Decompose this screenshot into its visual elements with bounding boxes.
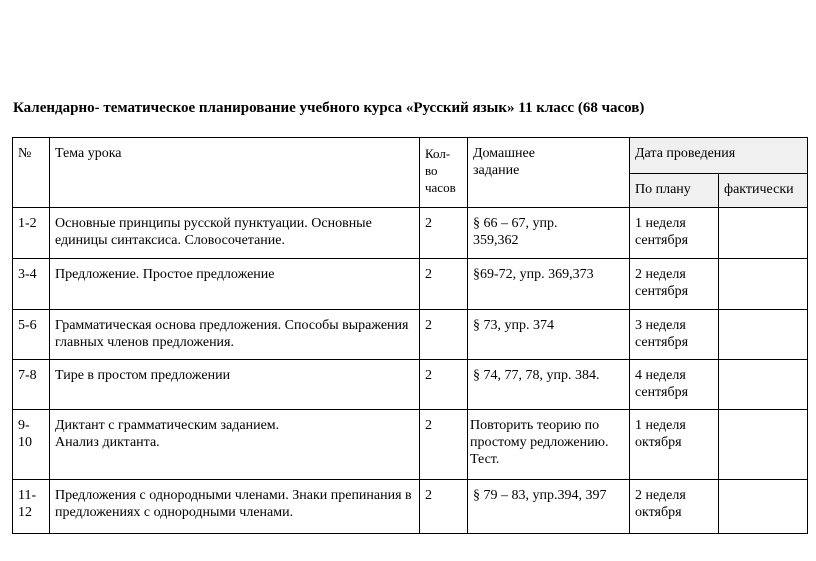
row-num: 7-8 [13, 360, 50, 410]
row-num: 3-4 [13, 259, 50, 310]
row-actual-date [719, 480, 808, 534]
row-topic: Тире в простом предложении [50, 360, 420, 410]
row-homework: § 66 – 67, упр. 359,362 [468, 208, 630, 259]
row-homework: § 79 – 83, упр.394, 397 [468, 480, 630, 534]
table-row [13, 360, 808, 410]
table-row [13, 208, 808, 259]
row-actual-date [719, 208, 808, 259]
row-plan-date: 2 неделя сентября [630, 259, 719, 310]
header-homework: Домашнее задание [468, 138, 630, 208]
row-hours: 2 [420, 259, 468, 310]
row-topic: Предложения с однородными членами. Знаки препинания в предложениях с однородными членами. [50, 480, 420, 534]
row-homework: Повторить теорию по простому редложению. Тест. [468, 410, 630, 480]
table-row [13, 480, 808, 534]
header-plan: По плану [630, 174, 719, 208]
row-hours: 2 [420, 480, 468, 534]
row-actual-date [719, 310, 808, 360]
row-topic: Основные принципы русской пунктуации. Основные единицы синтаксиса. Словосочетание. [50, 208, 420, 259]
row-hours: 2 [420, 310, 468, 360]
row-actual-date [719, 259, 808, 310]
row-topic: Грамматическая основа предложения. Способы выражения главных членов предложения. [50, 310, 420, 360]
header-date: Дата проведения [630, 138, 808, 174]
row-hours: 2 [420, 360, 468, 410]
row-actual-date [719, 360, 808, 410]
header-actual: фактически [719, 174, 808, 208]
row-topic: Предложение. Простое предложение [50, 259, 420, 310]
row-num: 5-6 [13, 310, 50, 360]
lesson-plan-table [12, 137, 808, 534]
header-num: № [13, 138, 50, 208]
table-header-row [13, 138, 808, 174]
row-num: 9- 10 [13, 410, 50, 480]
row-topic: Диктант с грамматическим заданием. Анализ диктанта. [50, 410, 420, 480]
row-plan-date: 2 неделя октября [630, 480, 719, 534]
row-plan-date: 1 неделя октября [630, 410, 719, 480]
row-num: 11- 12 [13, 480, 50, 534]
header-topic: Тема урока [50, 138, 420, 208]
row-homework: § 74, 77, 78, упр. 384. [468, 360, 630, 410]
row-homework: §69-72, упр. 369,373 [468, 259, 630, 310]
row-plan-date: 4 неделя сентября [630, 360, 719, 410]
table-row [13, 310, 808, 360]
header-hours: Кол- во часов [420, 138, 468, 208]
table-row [13, 410, 808, 480]
table-row [13, 259, 808, 310]
row-homework: § 73, упр. 374 [468, 310, 630, 360]
document-title: Календарно- тематическое планирование учебного курса «Русский язык» 11 класс (68 часов) [13, 100, 645, 116]
row-plan-date: 1 неделя сентября [630, 208, 719, 259]
row-hours: 2 [420, 208, 468, 259]
row-num: 1-2 [13, 208, 50, 259]
row-hours: 2 [420, 410, 468, 480]
row-plan-date: 3 неделя сентября [630, 310, 719, 360]
row-actual-date [719, 410, 808, 480]
